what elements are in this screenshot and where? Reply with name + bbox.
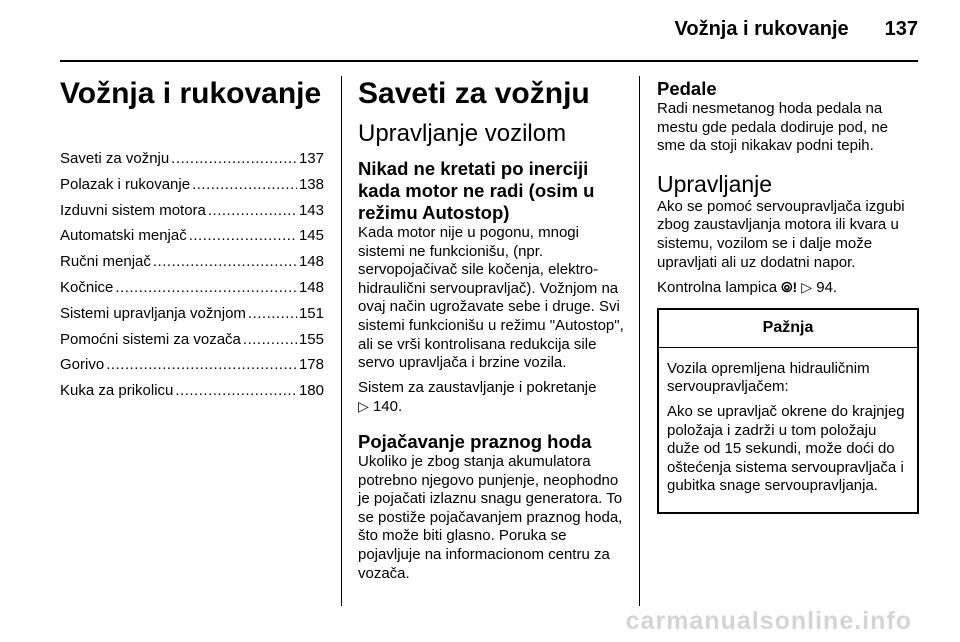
- toc-leader: [189, 223, 297, 249]
- page-header: [675, 18, 919, 41]
- toc-entry[interactable]: [60, 275, 324, 301]
- idle-speed-heading: Pojačavanje praznog hoda: [358, 430, 592, 452]
- page-reference-link[interactable]: 94.: [816, 279, 838, 297]
- toc-entry-label: Gorivo: [60, 356, 105, 374]
- stop-start-reference: [358, 379, 626, 417]
- pedals-heading: Pedale: [657, 78, 717, 99]
- idle-speed-paragraph: Ukoliko je zbog stanja akumulatora potrebno njegovo punjenje, neophodno je pojačati izlaznu snagu generatora. To se postiže pojačavanjem praznog hoda, što može biti glasno. Poruka se pojavljuje na informacionom centru za vozača.: [358, 452, 623, 582]
- warning-box: [657, 308, 919, 514]
- toc-entry[interactable]: [60, 223, 324, 249]
- toc-entry[interactable]: [60, 301, 324, 327]
- toc-entry-page: 151: [298, 304, 324, 322]
- toc-entry-label: Izduvni sistem motora: [60, 201, 206, 219]
- toc-entry[interactable]: [60, 249, 324, 275]
- toc-entry-page: 138: [298, 175, 324, 193]
- toc-entry-page: 143: [298, 201, 324, 219]
- arrow-right-icon: ▷: [801, 279, 813, 296]
- toc-entry[interactable]: [60, 327, 324, 353]
- steering-paragraph: Ako se pomoć servoupravljača izgubi zbog zaustavljanja motora ili kvara u sistemu, vozilom se i dalje može upravljati ali uz dodatni napor.: [657, 197, 905, 271]
- toc-entry-label: Polazak i rukovanje: [60, 175, 191, 193]
- driving-tips-column: [358, 74, 626, 589]
- toc-entry-page: 155: [298, 330, 324, 348]
- header-title: Vožnja i rukovanje: [674, 18, 849, 40]
- toc-entry[interactable]: [60, 172, 324, 198]
- column-divider-2: [639, 76, 640, 606]
- toc-entry-label: Kuka za prikolicu: [60, 382, 174, 400]
- toc-leader: [243, 327, 297, 353]
- toc-entry-label: Ručni menjač: [60, 253, 151, 271]
- toc-entry-page: 148: [298, 278, 324, 296]
- toc-entry-label: Kočnice: [60, 278, 114, 296]
- warning-paragraph: Vozila opremljena hidrauličnim servoupravljačem:: [667, 359, 870, 396]
- toc-entry-page: 178: [298, 356, 324, 374]
- toc-entry-page: 148: [298, 253, 324, 271]
- toc-leader: [248, 301, 297, 327]
- toc-entry[interactable]: [60, 352, 324, 378]
- toc-leader: [153, 249, 297, 275]
- pedals-paragraph: Radi nesmetanog hoda pedala na mestu gde pedala dodiruje pod, ne sme da stoji nikakav podni tepih.: [657, 100, 889, 155]
- toc-column: [60, 74, 324, 404]
- toc-entry[interactable]: [60, 378, 324, 404]
- toc-entry-label: Sistemi upravljanja vožnjom: [60, 304, 246, 322]
- toc-leader: [115, 275, 297, 301]
- page-reference-link[interactable]: 140.: [372, 398, 403, 416]
- warning-title: Pažnja: [659, 310, 917, 348]
- toc-list: [60, 146, 324, 404]
- toc-title: Vožnja i rukovanje: [60, 77, 322, 110]
- toc-entry-page: 137: [298, 150, 324, 167]
- reference-text: Kontrolna lampica: [657, 279, 778, 297]
- arrow-right-icon: ▷: [358, 398, 369, 415]
- warning-paragraph: Ako se upravljač okrene do krajnjeg položaja i zadrži u tom položaju duže od 15 sekundi, može doći do oštećenja sistema servoupravljača i gubitka snage servoupravljanja.: [667, 402, 905, 495]
- power-steering-warning-icon: ⦾!: [781, 279, 798, 296]
- watermark: carmanualsonline.info: [625, 607, 912, 635]
- toc-entry-page: 145: [298, 227, 324, 245]
- page-number: 137: [884, 18, 918, 40]
- toc-entry-label: Automatski menjač: [60, 227, 187, 245]
- toc-leader: [175, 378, 297, 404]
- column-divider-1: [341, 76, 342, 606]
- toc-leader: [106, 352, 297, 378]
- toc-entry-label: Pomoćni sistemi za vozača: [60, 330, 241, 348]
- toc-entry-label: Saveti za vožnju: [60, 150, 170, 167]
- toc-entry-page: 180: [298, 382, 324, 400]
- section-title: Saveti za vožnju: [358, 77, 590, 110]
- header-rule: [60, 60, 918, 62]
- coasting-heading: Nikad ne kretati po inerciji kada motor ne radi (osim u režimu Autostop): [358, 158, 595, 223]
- section-subtitle: Upravljanje vozilom: [358, 120, 567, 147]
- coasting-paragraph: Kada motor nije u pogonu, mnogi sistemi ne funkcionišu, (npr. servopojačivač sile kočenja, elektro-hidraulični servoupravljač). Vožnjom na ovaj način ugrožavate sebe i druge. Svi sistemi funkcionišu u režimu "Autostop", ali se vrši kontrolisana redukcija sile servo upravljača i brzine vozila.: [358, 224, 624, 372]
- toc-leader: [171, 146, 297, 172]
- warning-lamp-reference: [657, 278, 919, 298]
- toc-entry[interactable]: [60, 146, 324, 172]
- steering-heading: Upravljanje: [657, 170, 773, 197]
- reference-text: Sistem za zaustavljanje i pokretanje: [358, 378, 597, 396]
- warning-body: [659, 348, 917, 512]
- toc-leader: [208, 198, 297, 224]
- toc-entry[interactable]: [60, 198, 324, 224]
- controls-column: [657, 74, 919, 514]
- toc-leader: [192, 172, 297, 198]
